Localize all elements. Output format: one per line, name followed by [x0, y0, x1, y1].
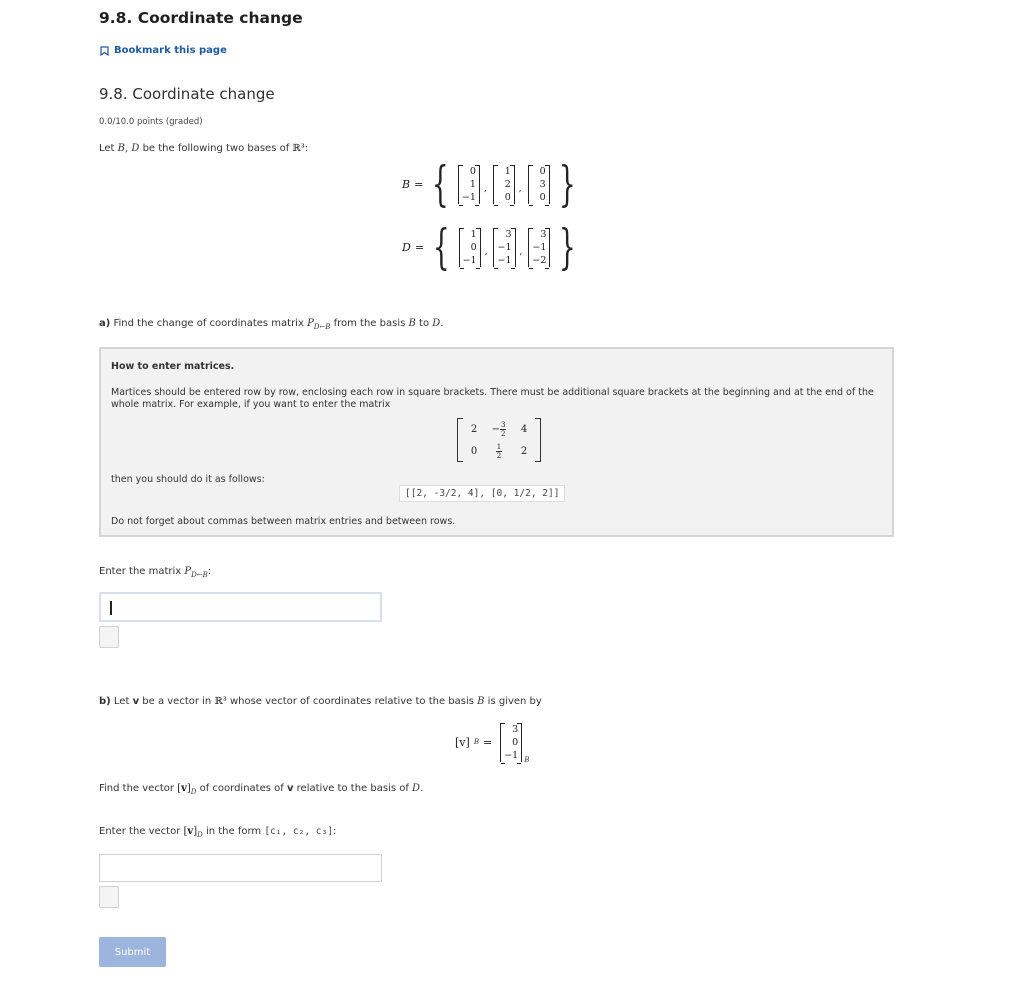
- bookmark-icon: [100, 46, 109, 56]
- bookmark-button[interactable]: [100, 45, 227, 56]
- basis-b-vector-2: 1 2 0: [493, 165, 515, 204]
- submit-button[interactable]: Submit: [99, 937, 166, 967]
- part-a-enter-label: Enter the matrix $P_{D\leftarrow B}$:: [99, 566, 212, 579]
- basis-b-vector-3: 0 3 0: [528, 165, 550, 204]
- part-a-status-indicator: [99, 626, 119, 648]
- basis-b-vector-1: 0 1 −1: [458, 165, 480, 204]
- basis-d-vector-2: 3 −1 −1: [493, 228, 515, 267]
- problem-intro: Let B, D be the following two bases of ℝ³:: [99, 143, 309, 154]
- text-cursor: [110, 601, 112, 615]
- example-matrix: 2 − $\frac{3}{2}$ 4 0 $\frac{1}{2}$ 2: [457, 418, 541, 462]
- basis-d-vector-3: 3 −1 −2: [528, 228, 550, 267]
- basis-b-equation: B = { 0 1 −1 , 1 2 0 , 0 3 0 }: [402, 156, 576, 212]
- help-heading: How to enter matrices.: [111, 361, 235, 372]
- vector-v-b-equation: [v] B = 3 0 −1 B: [455, 723, 530, 764]
- points-label: 0.0/10.0 points (graded): [99, 117, 203, 127]
- example-code: [[2, -3/2, 4], [0, 1/2, 2]]: [399, 485, 565, 502]
- basis-d-equation: D = { 1 0 −1 , 3 −1 −1 , 3 −1 −2 }: [402, 219, 577, 275]
- problem-title: 9.8. Coordinate change: [99, 85, 275, 103]
- part-b-find-text: Find the vector $[v]_D$ of coordinates of v relative to the basis of D.: [99, 783, 424, 796]
- basis-d-vector-1: 1 0 −1: [459, 228, 481, 267]
- help-then-text: then you should do it as follows:: [111, 474, 265, 485]
- help-body: Martices should be entered row by row, enclosing each row in square brackets. There must be additional square brackets at the beginning and at the end of the whole matrix. For example, if you want to enter the matrix: [111, 387, 874, 410]
- matrix-answer-input[interactable]: [99, 592, 382, 622]
- help-note: Do not forget about commas between matrix entries and between rows.: [111, 516, 456, 527]
- part-a-question: a) Find the change of coordinates matrix $P_{D\leftarrow B}$ from the basis B to D.: [99, 318, 444, 331]
- part-b-question: b) Let v be a vector in ℝ³ whose vector of coordinates relative to the basis B is given by: [99, 696, 542, 707]
- part-b-status-indicator: [99, 886, 119, 908]
- matrix-entry-help-box: [99, 347, 894, 537]
- vector-answer-input[interactable]: [99, 854, 382, 882]
- part-b-enter-label: Enter the vector $[v]_D$ in the form [c₁, c₂, c₃]:: [99, 826, 337, 839]
- page-title: 9.8. Coordinate change: [99, 9, 303, 27]
- bookmark-label: Bookmark this page: [114, 45, 227, 56]
